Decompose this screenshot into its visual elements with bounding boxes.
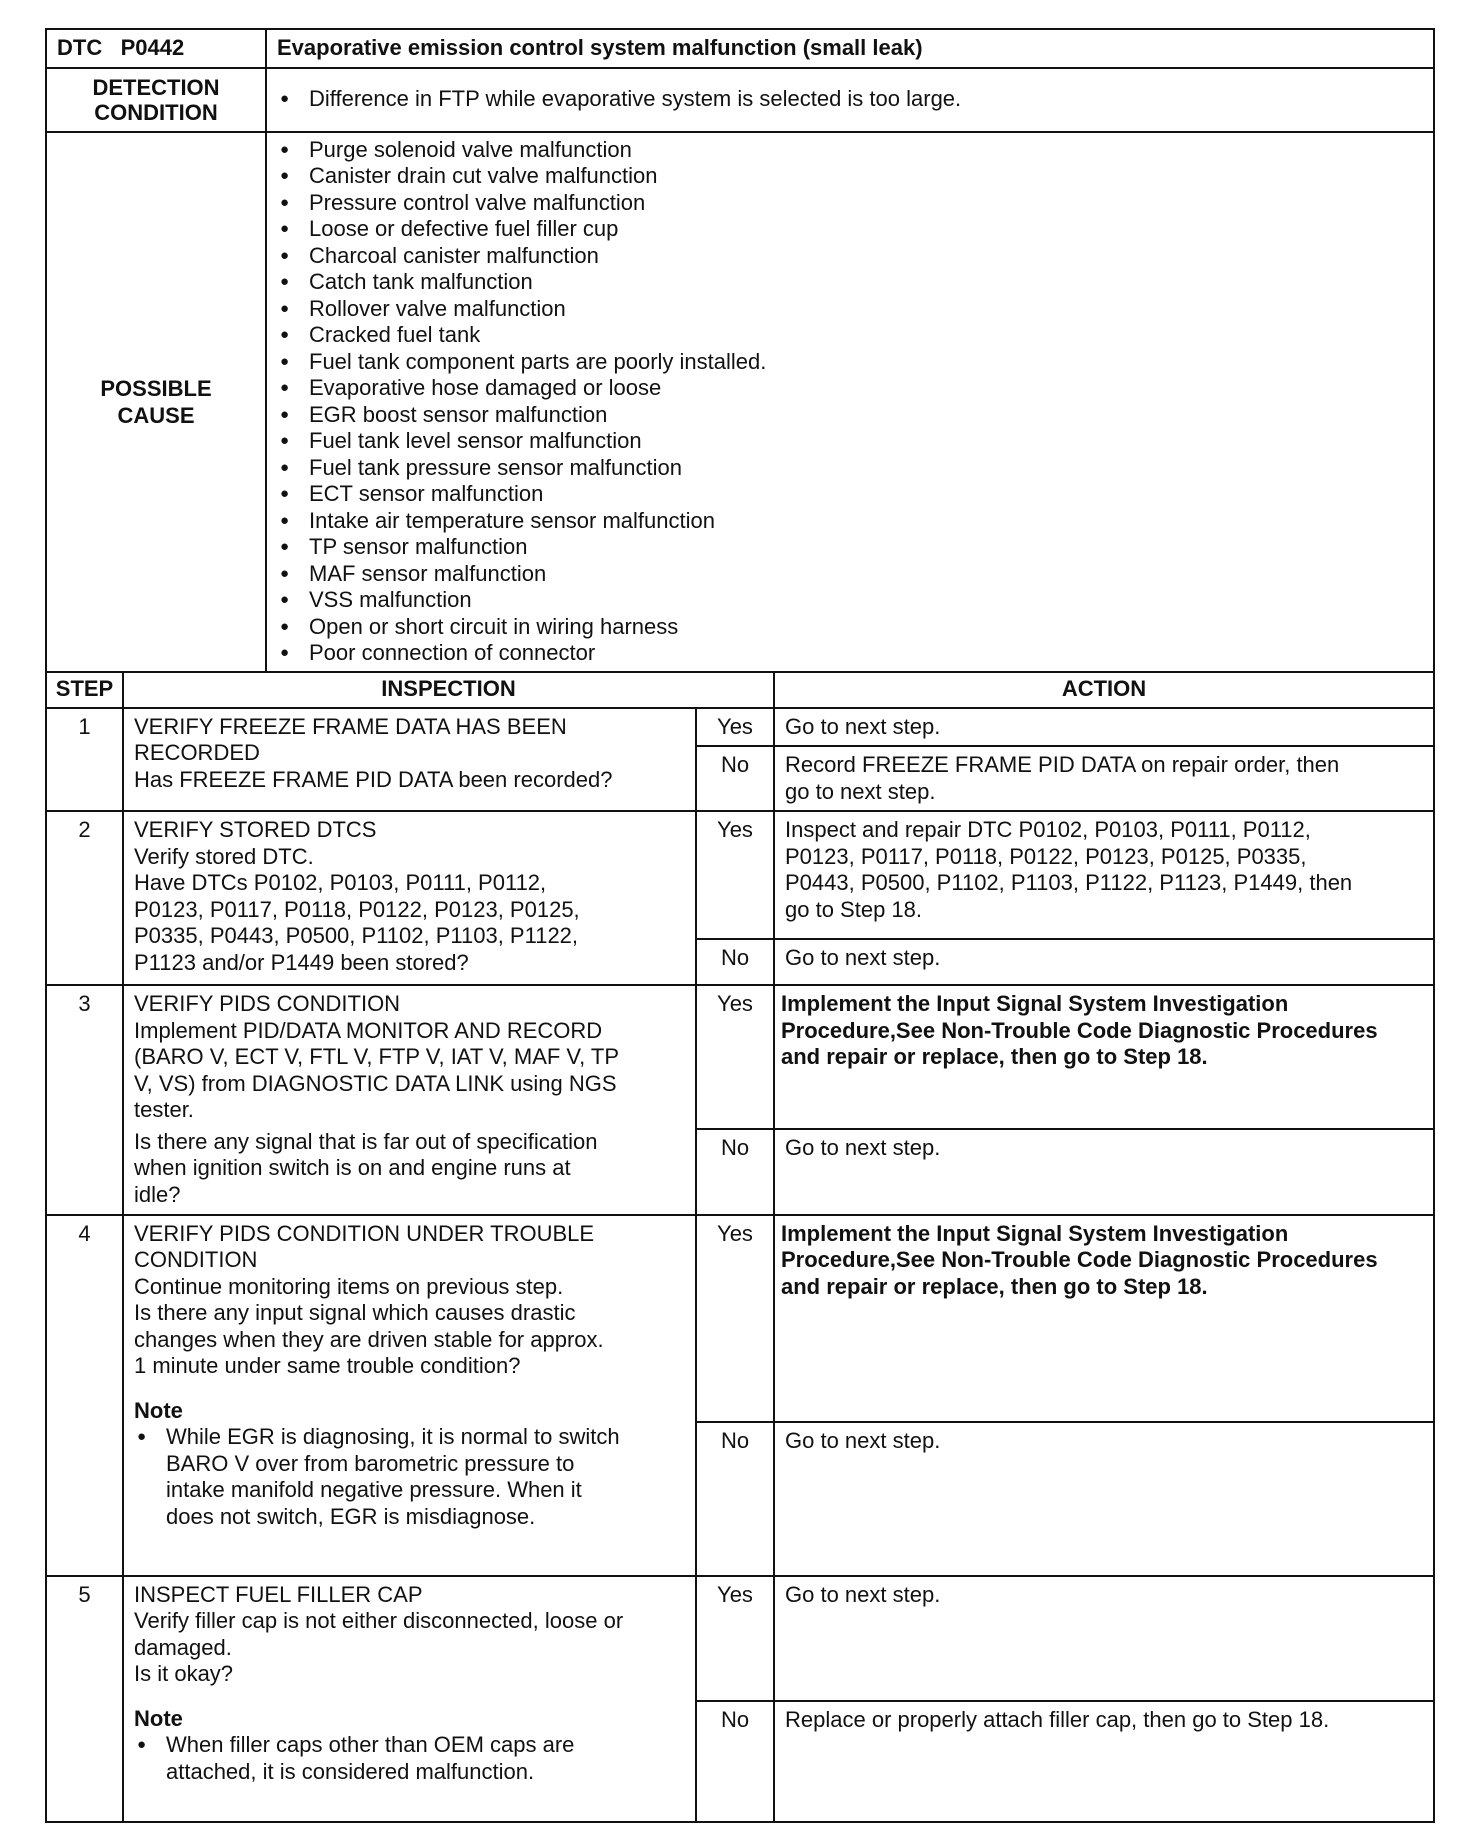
action-column-header: ACTION — [774, 672, 1434, 708]
step-3-no-action: Go to next step. — [774, 1129, 1434, 1215]
cause-item: ● Pressure control valve malfunction — [277, 190, 1423, 217]
step-3-yes-action: Implement the Input Signal System Investigation Procedure,See Non-Trouble Code Diagnostic Procedures and repair or replace, then go to Step 18. — [774, 985, 1434, 1129]
inspection-column-header: INSPECTION — [123, 672, 774, 708]
step-2-inspection: VERIFY STORED DTCS Verify stored DTC. Have DTCs P0102, P0103, P0111, P0112, P0123, P0117, P0118, P0122, P0123, P0125, P0335, P0443, P0500, P1102, P1103, P1122, P1123 and/or P1449 been stored? — [123, 811, 696, 985]
step-4-yes-action: Implement the Input Signal System Investigation Procedure,See Non-Trouble Code Diagnostic Procedures and repair or replace, then go to Step 18. — [774, 1215, 1434, 1422]
cause-item: ● Evaporative hose damaged or loose — [277, 375, 1423, 402]
step-1-yes-action: Go to next step. — [774, 708, 1434, 747]
diagnostic-document — [45, 28, 1433, 1833]
step-3-no-row — [46, 1129, 1434, 1215]
detection-row — [46, 68, 1434, 132]
yes-label: Yes — [696, 1576, 774, 1701]
step-5-note: ● When filler caps other than OEM caps are attached, it is considered malfunction. — [134, 1732, 685, 1785]
possible-cause-label: POSSIBLE CAUSE — [46, 132, 266, 672]
step-5-no-action: Replace or properly attach filler cap, then go to Step 18. — [774, 1701, 1434, 1822]
cause-item: ● Fuel tank pressure sensor malfunction — [277, 455, 1423, 482]
note-title: Note — [134, 1397, 183, 1423]
cause-item: ● VSS malfunction — [277, 587, 1423, 614]
step-3-inspection: VERIFY PIDS CONDITION Implement PID/DATA MONITOR AND RECORD (BARO V, ECT V, FTL V, FTP V, IAT V, MAF V, TP V, VS) from DIAGNOSTIC DATA LINK using NGS tester. — [123, 985, 696, 1129]
dtc-header-row — [46, 29, 1434, 68]
cause-item: ● EGR boost sensor malfunction — [277, 402, 1423, 429]
step-3-yes-row — [46, 985, 1434, 1129]
cause-item: ● Fuel tank component parts are poorly installed. — [277, 349, 1423, 376]
no-label: No — [696, 939, 774, 985]
dtc-table — [45, 28, 1435, 1823]
no-label: No — [696, 1701, 774, 1822]
cause-item: ● TP sensor malfunction — [277, 534, 1423, 561]
cause-item: ● Intake air temperature sensor malfunction — [277, 508, 1423, 535]
step-2-yes-row — [46, 811, 1434, 939]
step-1-yes-row — [46, 708, 1434, 747]
dtc-code-cell — [46, 29, 266, 68]
cause-item: ● Purge solenoid valve malfunction — [277, 137, 1423, 164]
step-5-inspection: INSPECT FUEL FILLER CAP Verify filler cap is not either disconnected, loose or damaged. Is it okay? Note ● When filler caps other than OEM caps are attached, it is considered malfunction. — [123, 1576, 696, 1822]
no-label: No — [696, 1422, 774, 1576]
cause-item: ● Cracked fuel tank — [277, 322, 1423, 349]
possible-cause-list-cell — [266, 132, 1434, 672]
step-number: 1 — [46, 708, 123, 812]
step-number: 2 — [46, 811, 123, 985]
no-label: No — [696, 1129, 774, 1215]
yes-label: Yes — [696, 811, 774, 939]
cause-item: ● Loose or defective fuel filler cup — [277, 216, 1423, 243]
step-4-inspection: VERIFY PIDS CONDITION UNDER TROUBLE CONDITION Continue monitoring items on previous step. Is there any input signal which causes drastic changes when they are driven stable for approx. 1 minute under same trouble condition? Note ● While EGR is diagnosing, it is normal to switch BARO V over from barometric pressure to intake manifold negative pressure. When it does not switch, EGR is misdiagnose. — [123, 1215, 696, 1576]
step-3-question: Is there any signal that is far out of specification when ignition switch is on and engine runs at idle? — [123, 1129, 696, 1215]
step-number: 4 — [46, 1215, 123, 1576]
possible-cause-row — [46, 132, 1434, 672]
yes-label: Yes — [696, 1215, 774, 1422]
detection-label: DETECTION CONDITION — [46, 68, 266, 132]
step-number: 5 — [46, 1576, 123, 1822]
step-5-yes-action: Go to next step. — [774, 1576, 1434, 1701]
cause-item: ● Poor connection of connector — [277, 640, 1423, 667]
detection-text-cell — [266, 68, 1434, 132]
cause-item: ● ECT sensor malfunction — [277, 481, 1423, 508]
step-4-note: ● While EGR is diagnosing, it is normal to switch BARO V over from barometric pressure to intake manifold negative pressure. When it does not switch, EGR is misdiagnose. — [134, 1424, 685, 1530]
yes-label: Yes — [696, 985, 774, 1129]
dtc-code: P0442 — [120, 35, 185, 60]
detection-text: ● Difference in FTP while evaporative system is selected is too large. — [277, 86, 1423, 113]
step-number: 3 — [46, 985, 123, 1215]
step-2-yes-action: Inspect and repair DTC P0102, P0103, P0111, P0112, P0123, P0117, P0118, P0122, P0123, P0125, P0335, P0443, P0500, P1102, P1103, P1122, P1123, P1449, then go to Step 18. — [774, 811, 1434, 939]
step-1-no-action: Record FREEZE FRAME PID DATA on repair order, then go to next step. — [774, 746, 1434, 811]
no-label: No — [696, 746, 774, 811]
step-4-no-action: Go to next step. — [774, 1422, 1434, 1576]
dtc-label: DTC — [57, 35, 103, 60]
cause-item: ● Catch tank malfunction — [277, 269, 1423, 296]
step-column-header: STEP — [46, 672, 123, 708]
note-title: Note — [134, 1705, 183, 1731]
column-header-row — [46, 672, 1434, 708]
cause-item: ● Open or short circuit in wiring harness — [277, 614, 1423, 641]
cause-item: ● Rollover valve malfunction — [277, 296, 1423, 323]
step-5-yes-row — [46, 1576, 1434, 1701]
step-4-yes-row — [46, 1215, 1434, 1422]
cause-item: ● Canister drain cut valve malfunction — [277, 163, 1423, 190]
step-2-no-action: Go to next step. — [774, 939, 1434, 985]
cause-item: ● Fuel tank level sensor malfunction — [277, 428, 1423, 455]
yes-label: Yes — [696, 708, 774, 747]
step-1-inspection: VERIFY FREEZE FRAME DATA HAS BEEN RECORDED Has FREEZE FRAME PID DATA been recorded? — [123, 708, 696, 812]
possible-cause-list — [277, 137, 1423, 667]
dtc-title: Evaporative emission control system malfunction (small leak) — [266, 29, 1434, 68]
cause-item: ● MAF sensor malfunction — [277, 561, 1423, 588]
cause-item: ● Charcoal canister malfunction — [277, 243, 1423, 270]
